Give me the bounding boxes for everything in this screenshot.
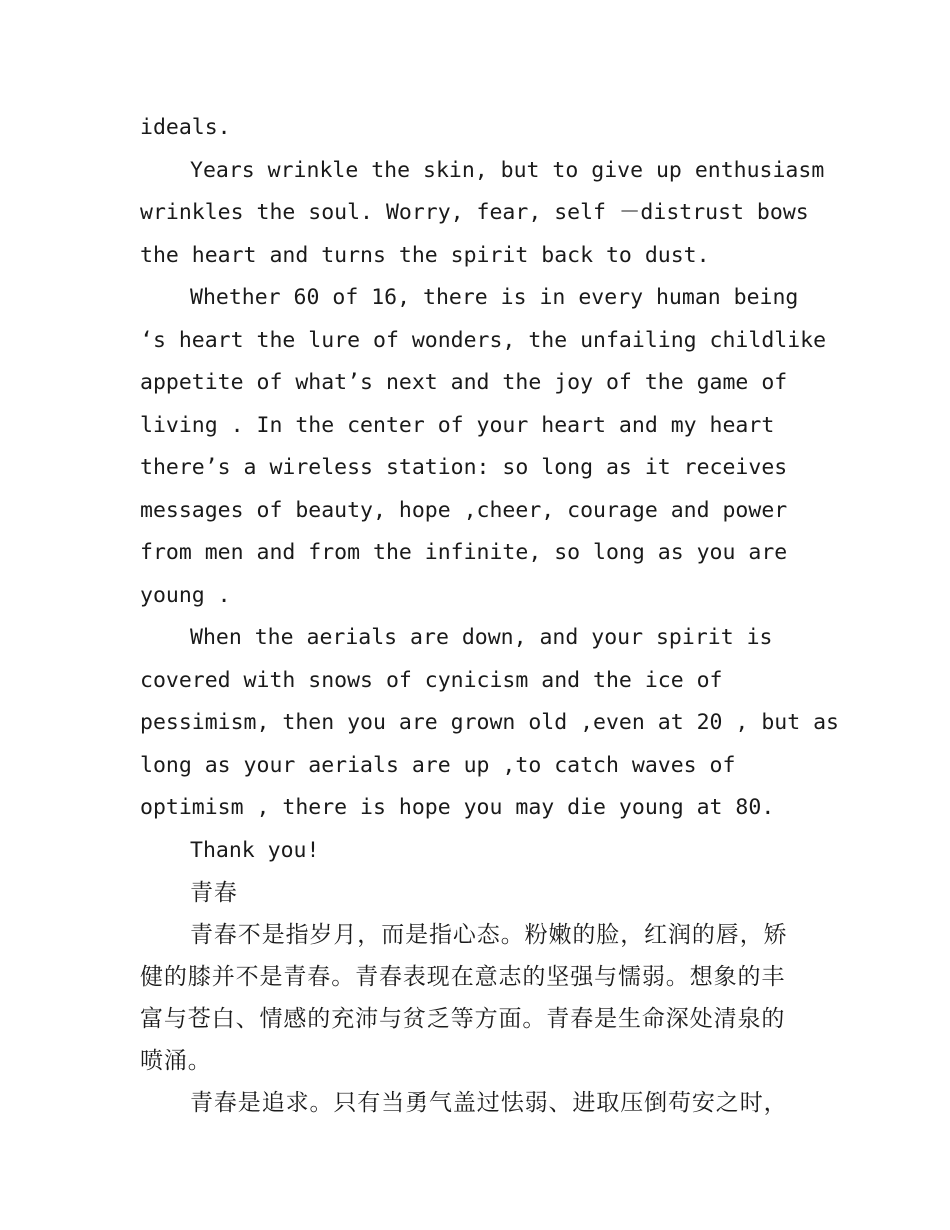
text-line: 喷涌。 (140, 1048, 212, 1074)
text-line: ‘s heart the lure of wonders, the unfailing childlike (140, 327, 827, 353)
text-line: messages of beauty, hope ,cheer, courage and power (140, 497, 788, 523)
text-line: living . In the center of your heart and my heart (140, 412, 775, 438)
text-line: 健的膝并不是青春。青春表现在意志的坚强与懦弱。想象的丰 (140, 964, 786, 990)
section-heading: 青春 (190, 880, 238, 906)
text-line: wrinkles the soul. Worry, fear, self －distrust bows (140, 200, 809, 225)
text-line: Years wrinkle the skin, but to give up enthusiasm (190, 157, 825, 183)
text-line: appetite of what’s next and the joy of the game of (140, 370, 788, 395)
text-line: 富与苍白、情感的充沛与贫乏等方面。青春是生命深处清泉的 (140, 1006, 786, 1032)
text-line: the heart and turns the spirit back to dust. (140, 242, 710, 268)
text-line: When the aerials are down, and your spirit is (190, 625, 773, 650)
text-line: long as your aerials are up ,to catch waves of (140, 752, 736, 778)
text-line: Thank you! (190, 837, 320, 863)
text-line: from men and from the infinite, so long as you are (140, 540, 788, 565)
document-body (140, 107, 839, 1124)
text-line: 青春不是指岁月，而是指心态。粉嫩的脸，红润的唇，矫 (190, 922, 788, 948)
text-line: Whether 60 of 16, there is in every human being (190, 285, 799, 310)
text-line: covered with snows of cynicism and the ice of (140, 667, 723, 693)
text-line: there’s a wireless station: so long as it receives (140, 455, 788, 480)
text-line: optimism , there is hope you may die young at 80. (140, 795, 775, 820)
text-line: ideals. (140, 115, 231, 140)
chinese-text-block (140, 872, 820, 1124)
text-line: pessimism, then you are grown old ,even at 20 , but as (140, 710, 839, 735)
english-text-block (140, 107, 839, 872)
text-line: young . (140, 582, 231, 608)
text-line: 青春是追求。只有当勇气盖过怯弱、进取压倒苟安之时， (190, 1090, 788, 1116)
